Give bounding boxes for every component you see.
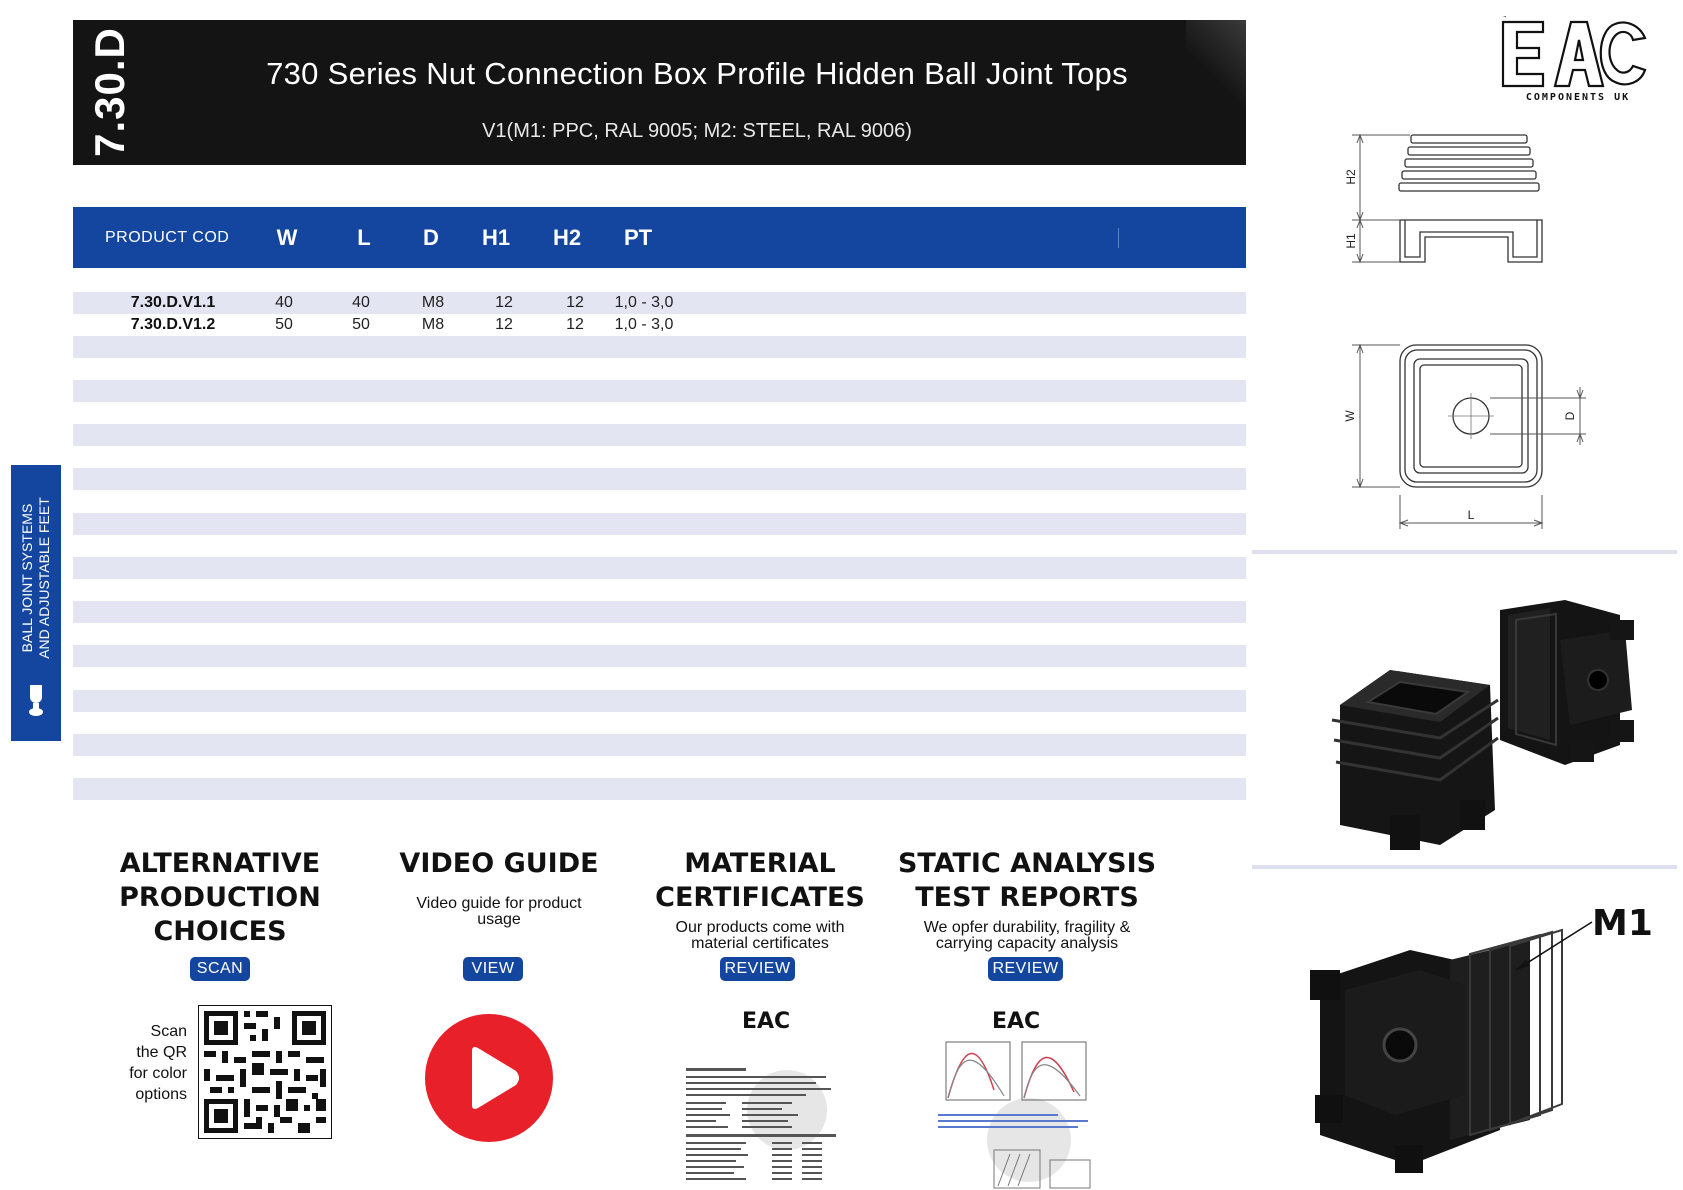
col-w: W bbox=[276, 225, 298, 250]
desc-line: material certificates bbox=[691, 935, 829, 952]
title-line: PRODUCTION bbox=[119, 882, 321, 913]
cell-product-code: 7.30.D.V1.1 bbox=[130, 294, 216, 311]
header-banner bbox=[73, 20, 1246, 165]
product-code: 7.30.D bbox=[86, 27, 133, 157]
desc-line: carrying capacity analysis bbox=[935, 935, 1119, 952]
cell-d: M8 bbox=[421, 294, 445, 311]
table-row bbox=[73, 645, 1246, 667]
title-line: MATERIAL bbox=[684, 848, 836, 879]
cell-h2: 12 bbox=[566, 294, 584, 311]
cell-pt: 1,0 - 3,0 bbox=[614, 294, 674, 311]
certificate-document-thumbnail[interactable] bbox=[682, 1000, 852, 1190]
divider bbox=[1252, 865, 1677, 869]
section-desc bbox=[630, 920, 890, 952]
banner-shade bbox=[1186, 20, 1246, 165]
label-h2: H2 bbox=[1344, 169, 1358, 185]
cell-w: 40 bbox=[275, 294, 293, 311]
scan-button[interactable]: SCAN bbox=[190, 957, 250, 981]
scan-note bbox=[100, 1021, 187, 1105]
col-d: D bbox=[423, 225, 439, 250]
table-row bbox=[73, 557, 1246, 579]
section-title bbox=[374, 847, 624, 881]
review-reports-button[interactable]: REVIEW bbox=[988, 957, 1063, 981]
divider bbox=[1252, 550, 1677, 554]
product-cap-right bbox=[1500, 600, 1634, 765]
table-row bbox=[73, 424, 1246, 446]
cell-product-code: 7.30.D.V1.2 bbox=[130, 316, 216, 333]
table-row bbox=[73, 336, 1246, 358]
section-desc bbox=[892, 920, 1162, 952]
product-photo-pair bbox=[1320, 590, 1660, 860]
label-w: W bbox=[1343, 410, 1357, 422]
col-product-code: PRODUCT COD bbox=[105, 229, 230, 246]
table-row bbox=[73, 513, 1246, 535]
title-line: TEST REPORTS bbox=[915, 882, 1139, 913]
cell-l: 50 bbox=[352, 316, 370, 333]
col-h1: H1 bbox=[481, 225, 511, 250]
product-code-vertical bbox=[73, 20, 148, 165]
col-l: L bbox=[357, 225, 371, 250]
table-row bbox=[73, 778, 1246, 800]
svg-text:EAC: EAC bbox=[742, 1009, 791, 1034]
title-line: VIDEO GUIDE bbox=[399, 848, 599, 879]
table-header bbox=[73, 207, 1246, 268]
video-play-icon[interactable] bbox=[424, 1013, 554, 1143]
cell-h1: 12 bbox=[495, 316, 513, 333]
logo-tagline: COMPONENTS UK bbox=[1525, 92, 1631, 103]
qr-code[interactable] bbox=[198, 1005, 332, 1139]
view-button[interactable]: VIEW bbox=[463, 957, 523, 981]
cell-w: 50 bbox=[275, 316, 293, 333]
side-view-drawing bbox=[1330, 125, 1550, 275]
note-line: Scan bbox=[150, 1023, 187, 1040]
note-line: the QR bbox=[136, 1044, 187, 1061]
cell-h2: 12 bbox=[566, 316, 584, 333]
section-desc bbox=[374, 896, 624, 928]
review-certificates-button[interactable]: REVIEW bbox=[720, 957, 795, 981]
desc-line: Video guide for product bbox=[416, 895, 582, 912]
side-tab-label bbox=[19, 497, 53, 659]
table-row bbox=[73, 690, 1246, 712]
table-row bbox=[73, 734, 1246, 756]
svg-text:": " bbox=[1503, 16, 1507, 23]
top-view-drawing bbox=[1330, 335, 1600, 535]
ball-joint-icon bbox=[26, 683, 46, 717]
svg-text:EAC: EAC bbox=[992, 1009, 1041, 1034]
note-line: options bbox=[135, 1086, 187, 1103]
cell-h1: 12 bbox=[495, 294, 513, 311]
section-title bbox=[630, 847, 890, 915]
label-d: D bbox=[1563, 411, 1577, 421]
title-line: CHOICES bbox=[153, 916, 287, 947]
header-separator bbox=[1118, 228, 1119, 248]
title-line: STATIC ANALYSIS bbox=[897, 848, 1157, 879]
page-subtitle: V1(M1: PPC, RAL 9005; M2: STEEL, RAL 9006) bbox=[482, 120, 912, 142]
col-pt: PT bbox=[623, 225, 653, 250]
product-cap-left bbox=[1332, 670, 1498, 850]
side-tab-line-1: BALL JOINT SYSTEMS bbox=[19, 503, 35, 653]
test-report-document-thumbnail[interactable] bbox=[934, 1000, 1109, 1190]
col-h2: H2 bbox=[552, 225, 582, 250]
desc-line: We opfer durability, fragility & bbox=[923, 919, 1131, 936]
material-label-m1: M1 bbox=[1592, 903, 1653, 944]
table-row bbox=[73, 601, 1246, 623]
eac-logo bbox=[1495, 16, 1655, 108]
page-title: 730 Series Nut Connection Box Profile Hidden Ball Joint Tops bbox=[266, 56, 1128, 91]
section-title bbox=[100, 847, 340, 949]
title-line: ALTERNATIVE bbox=[119, 848, 321, 879]
section-title bbox=[892, 847, 1162, 915]
note-line: for color bbox=[129, 1065, 187, 1082]
desc-line: usage bbox=[477, 911, 521, 928]
label-h1: H1 bbox=[1344, 233, 1358, 249]
title-line: CERTIFICATES bbox=[655, 882, 865, 913]
table-row bbox=[73, 468, 1246, 490]
category-side-tab[interactable] bbox=[11, 465, 61, 741]
cell-pt: 1,0 - 3,0 bbox=[614, 316, 674, 333]
desc-line: Our products come with bbox=[675, 919, 845, 936]
table-row bbox=[73, 380, 1246, 402]
cell-l: 40 bbox=[352, 294, 370, 311]
cell-d: M8 bbox=[421, 316, 445, 333]
label-l: L bbox=[1467, 508, 1475, 522]
side-tab-line-2: AND ADJUSTABLE FEET bbox=[36, 497, 52, 659]
